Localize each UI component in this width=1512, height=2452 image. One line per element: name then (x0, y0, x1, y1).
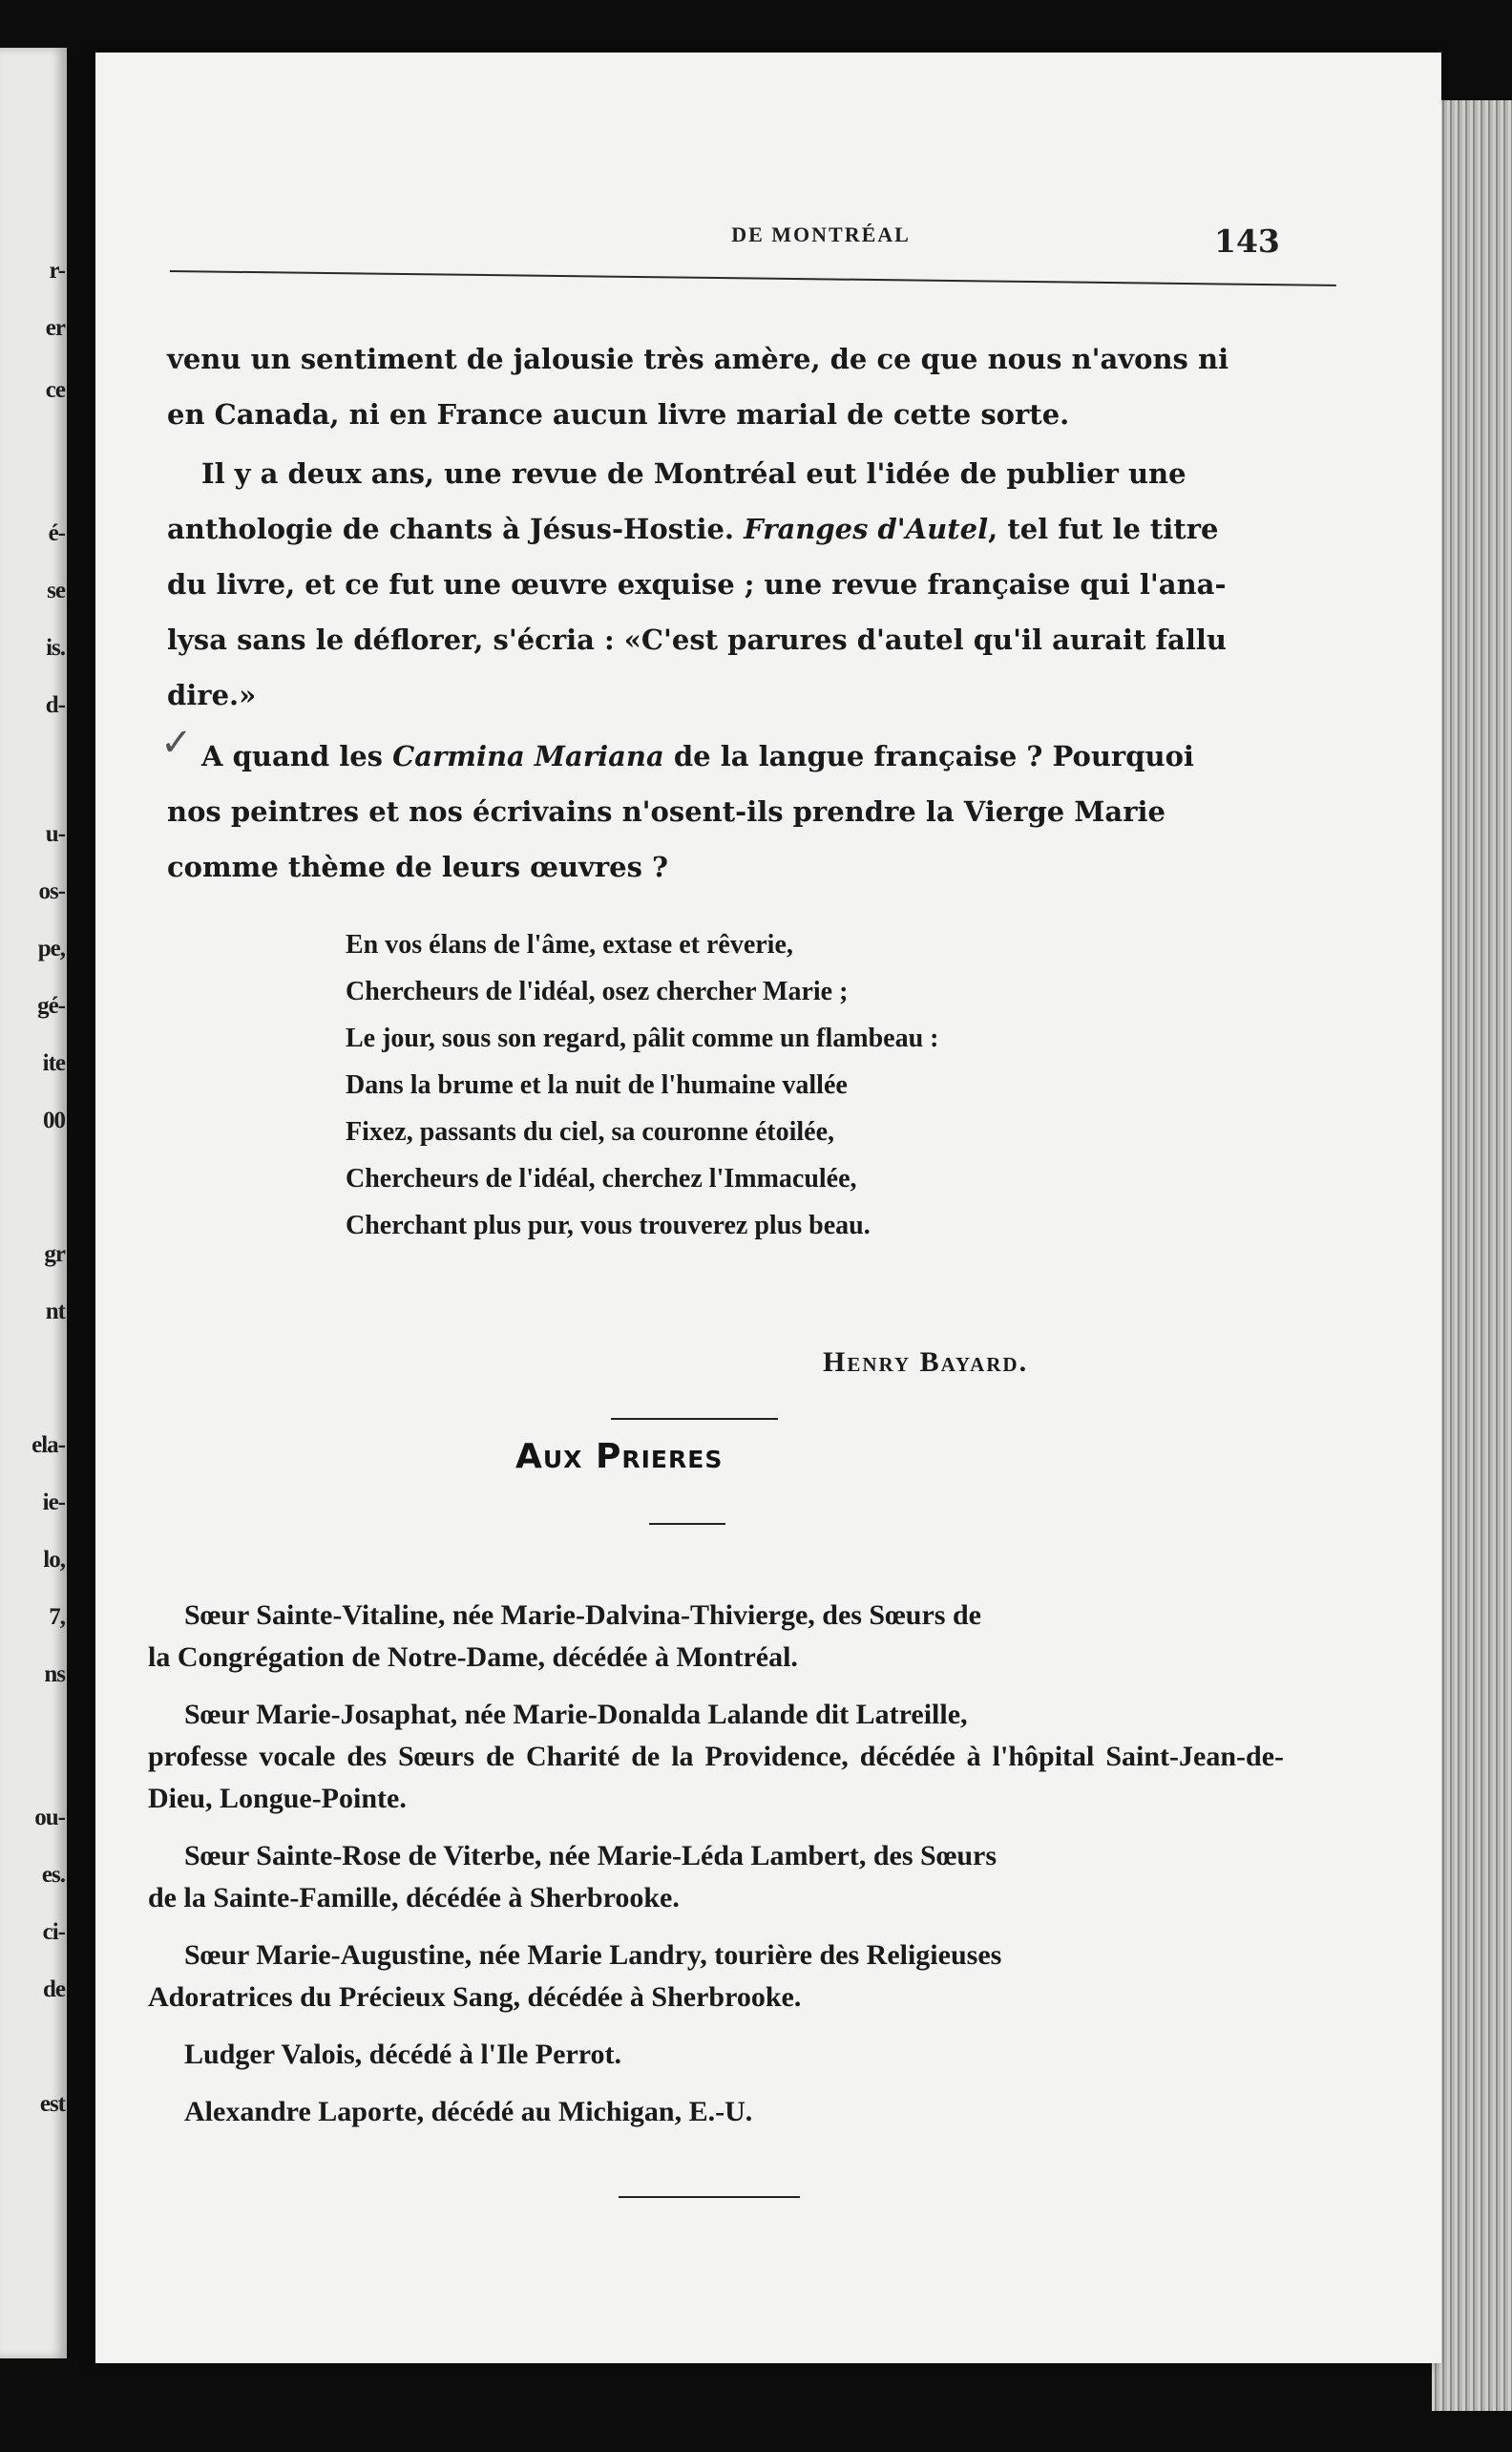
text-span: , tel fut le titre (988, 513, 1219, 545)
prayer-line: Adoratrices du Précieux Sang, décédée à Sherbrooke. (148, 1981, 802, 2013)
text-line: Il y a deux ans, une revue de Montréal eut l'idée de publier une (201, 457, 1186, 490)
left-page-fragment: nt (45, 1299, 65, 1324)
poem (346, 921, 938, 1249)
prayer-line: Sœur Sainte-Vitaline, née Marie-Dalvina-Thivierge, des Sœurs de (184, 1599, 981, 1631)
prayer-line: Sœur Sainte-Rose de Viterbe, née Marie-Léda Lambert, des Sœurs (184, 1840, 998, 1871)
text-span: anthologie de chants à Jésus-Hostie. (167, 513, 745, 545)
previous-page-edge (0, 48, 67, 2358)
text-line (167, 729, 1341, 784)
poem-line: Cherchant plus pur, vous trouverez plus beau. (346, 1211, 871, 1240)
left-page-fragment: os- (38, 878, 65, 904)
book-title: Franges d'Autel (744, 513, 989, 545)
prayer-list (148, 1595, 1284, 2148)
left-page-fragment: gr (44, 1241, 65, 1267)
header-rule (170, 270, 1336, 286)
left-page-fragment: r- (49, 258, 65, 284)
left-page-fragment: ou- (34, 1805, 65, 1830)
left-page-fragment: est (39, 2091, 65, 2117)
poem-line: En vos élans de l'âme, extase et rêverie, (346, 930, 793, 960)
left-page-fragment: gé- (37, 993, 65, 1019)
text-span: A quand les (201, 740, 393, 772)
left-page-fragment: es. (41, 1862, 65, 1888)
left-page-fragment: pe, (37, 936, 65, 962)
left-page-fragment: u- (45, 821, 65, 847)
text-line: nos peintres et nos écrivains n'osent-ils prendre la Vierge Marie (167, 795, 1166, 828)
prayer-line: Sœur Marie-Augustine, née Marie Landry, tourière des Religieuses (184, 1939, 1002, 1971)
intro-paragraph (167, 331, 1341, 442)
prayer-line: Sœur Marie-Josaphat, née Marie-Donalda Lalande dit Latreille, (184, 1699, 968, 1730)
prayer-line: de la Sainte-Famille, décédée à Sherbrooke. (148, 1882, 680, 1913)
text-line: du livre, et ce fut une œuvre exquise ; une revue française qui l'ana- (167, 568, 1227, 601)
text-span: de la langue française ? Pourquoi (663, 740, 1194, 772)
page-number: 143 (1214, 222, 1280, 260)
left-page-fragment: er (45, 315, 65, 341)
running-head: DE MONTRÉAL (731, 222, 911, 246)
left-page-fragment: d- (45, 692, 65, 718)
text-line: comme thème de leurs œuvres ? (167, 851, 669, 883)
prayer-line: Alexandre Laporte, décédé au Michigan, E.-U. (184, 2096, 753, 2127)
paragraph-carmina (167, 729, 1341, 895)
pencil-check-mark: ✓ (160, 721, 193, 765)
prayer-line: la Congrégation de Notre-Dame, décédée à Montréal. (148, 1641, 798, 1673)
poem-line: Fixez, passants du ciel, sa couronne étoilée, (346, 1117, 835, 1147)
prayer-line: professe vocale des Sœurs de Charité de la Providence, décédée à l'hôpital Saint-Jean-de-Dieu, Longue-Pointe. (148, 1741, 1284, 1814)
left-page-fragment: é- (48, 520, 65, 546)
left-page-fragment: ie- (42, 1490, 65, 1515)
work-title: Carmina Mariana (392, 740, 664, 772)
prayer-entry (148, 1835, 1284, 1919)
left-page-fragment: de (43, 1976, 65, 2002)
poem-line: Chercheurs de l'idéal, cherchez l'Immaculée, (346, 1164, 857, 1194)
poem-author: Henry Bayard. (823, 1346, 1029, 1378)
poem-line: Chercheurs de l'idéal, osez chercher Marie ; (346, 977, 849, 1006)
paragraph-anthology (167, 446, 1341, 723)
text-line: en Canada, ni en France aucun livre marial de cette sorte. (167, 398, 1070, 431)
left-page-fragment: se (47, 578, 65, 603)
text-line: venu un sentiment de jalousie très amère, de ce que nous n'avons ni (167, 343, 1229, 375)
prayer-entry (148, 1694, 1284, 1820)
prayer-entry (148, 1934, 1284, 2019)
text-line: dire.» (167, 679, 257, 711)
left-page-fragment: ns (44, 1661, 65, 1687)
prayer-entry (148, 2091, 1284, 2133)
end-divider (619, 2196, 800, 2198)
text-line: lysa sans le déflorer, s'écria : «C'est parures d'autel qu'il aurait fallu (167, 624, 1227, 656)
prayer-entry (148, 1595, 1284, 1679)
left-page-fragment: ite (42, 1050, 65, 1076)
page-edges (1432, 100, 1512, 2411)
left-page-fragment: ci- (42, 1919, 65, 1945)
text-line (167, 501, 1341, 557)
title-underline (649, 1523, 725, 1525)
left-page-fragment: 7, (49, 1604, 65, 1630)
left-page-fragment: ela- (32, 1432, 65, 1458)
book-page (95, 53, 1441, 2363)
left-page-fragment: 00 (43, 1108, 65, 1133)
section-divider (611, 1418, 778, 1420)
section-title: Aux Prieres (515, 1437, 724, 1476)
poem-line: Dans la brume et la nuit de l'humaine vallée (346, 1070, 848, 1100)
left-page-fragment: ce (45, 377, 65, 403)
prayer-line: Ludger Valois, décédé à l'Ile Perrot. (184, 2039, 622, 2070)
poem-line: Le jour, sous son regard, pâlit comme un flambeau : (346, 1024, 939, 1053)
left-page-fragment: is. (46, 635, 65, 661)
left-page-fragment: lo, (43, 1547, 65, 1573)
prayer-entry (148, 2034, 1284, 2076)
